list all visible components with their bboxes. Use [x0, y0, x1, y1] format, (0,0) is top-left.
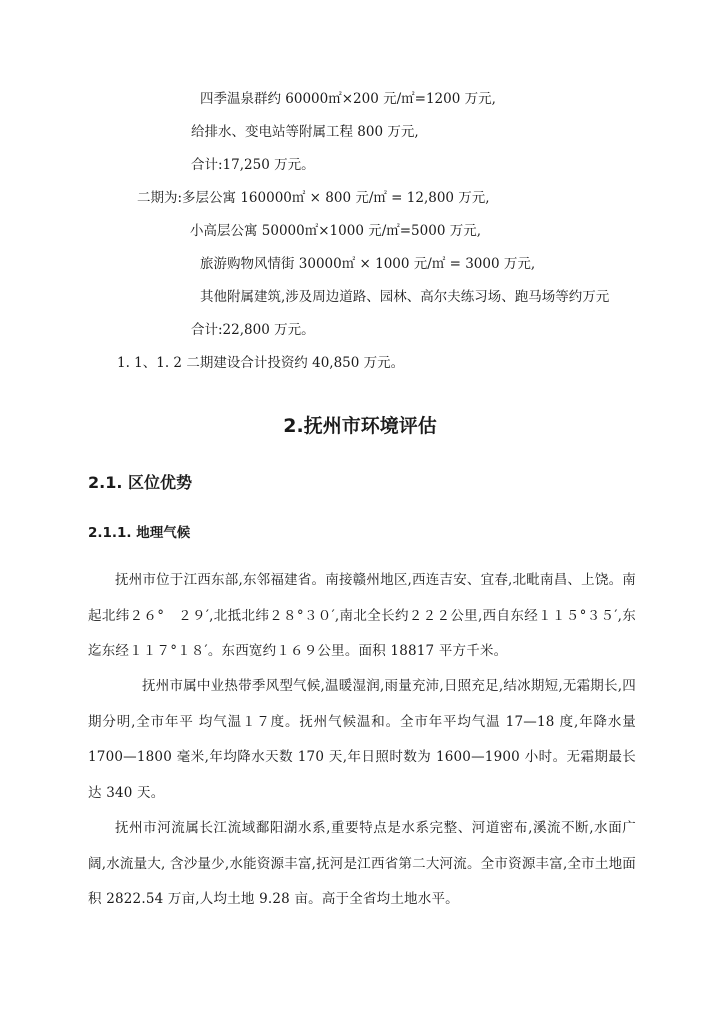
cost-line-phase2-apartments: 二期为:多层公寓 160000㎡ × 800 元/㎡ = 12,800 万元,	[137, 190, 490, 206]
subsubsection-heading: 2.1.1. 地理气候	[88, 525, 191, 541]
cost-line-other-buildings: 其他附属建筑,涉及周边道路、园林、高尔夫练习场、跑马场等约万元	[200, 289, 610, 305]
paragraph-location: 抚州市位于江西东部,东邻福建省。南接赣州地区,西连吉安、宜春,北毗南昌、上饶。南起北纬２６° ２９′,北抵北纬２８°３０′,南北全长约２２２公里,西自东经１１５°３５′,东迄东经１１７°１８′。东西宽约１６９公里。面积 18817 平方千米。	[88, 572, 636, 659]
cost-line-drainage: 给排水、变电站等附属工程 800 万元,	[191, 124, 419, 140]
cost-line-subtotal-1: 合计:17,250 万元。	[191, 157, 315, 173]
cost-line-shopping-street: 旅游购物风情街 30000㎡ × 1000 元/㎡ = 3000 万元,	[200, 256, 536, 272]
paragraph-climate: 抚州市属中业热带季风型气候,温暖湿润,雨量充沛,日照充足,结冰期短,无霜期长,四期分明,全市年平 均气温１７度。抚州气候温和。全市年平均气温 17—18 度,年降水量 1700—1800 毫米,年均降水天数 170 天,年日照时数为 1600—1900 小时。无霜期最长达 340 天。	[88, 678, 636, 801]
cost-line-total-investment: 1. 1、1. 2 二期建设合计投资约 40,850 万元。	[117, 355, 405, 371]
section-title: 2.抚州市环境评估	[283, 415, 437, 437]
cost-line-hot-spring: 四季温泉群约 60000㎡×200 元/㎡=1200 万元,	[200, 91, 496, 107]
paragraph-rivers: 抚州市河流属长江流域鄱阳湖水系,重要特点是水系完整、河道密布,溪流不断,水面广阔,水流量大, 含沙量少,水能资源丰富,抚河是江西省第二大河流。全市资源丰富,全市土地面积 2822.54 万亩,人均土地 9.28 亩。高于全省均土地水平。	[88, 820, 636, 907]
cost-line-highrise: 小高层公寓 50000㎡×1000 元/㎡=5000 万元,	[190, 223, 481, 239]
cost-line-subtotal-2: 合计:22,800 万元。	[191, 322, 315, 338]
subsection-heading: 2.1. 区位优势	[88, 473, 192, 492]
